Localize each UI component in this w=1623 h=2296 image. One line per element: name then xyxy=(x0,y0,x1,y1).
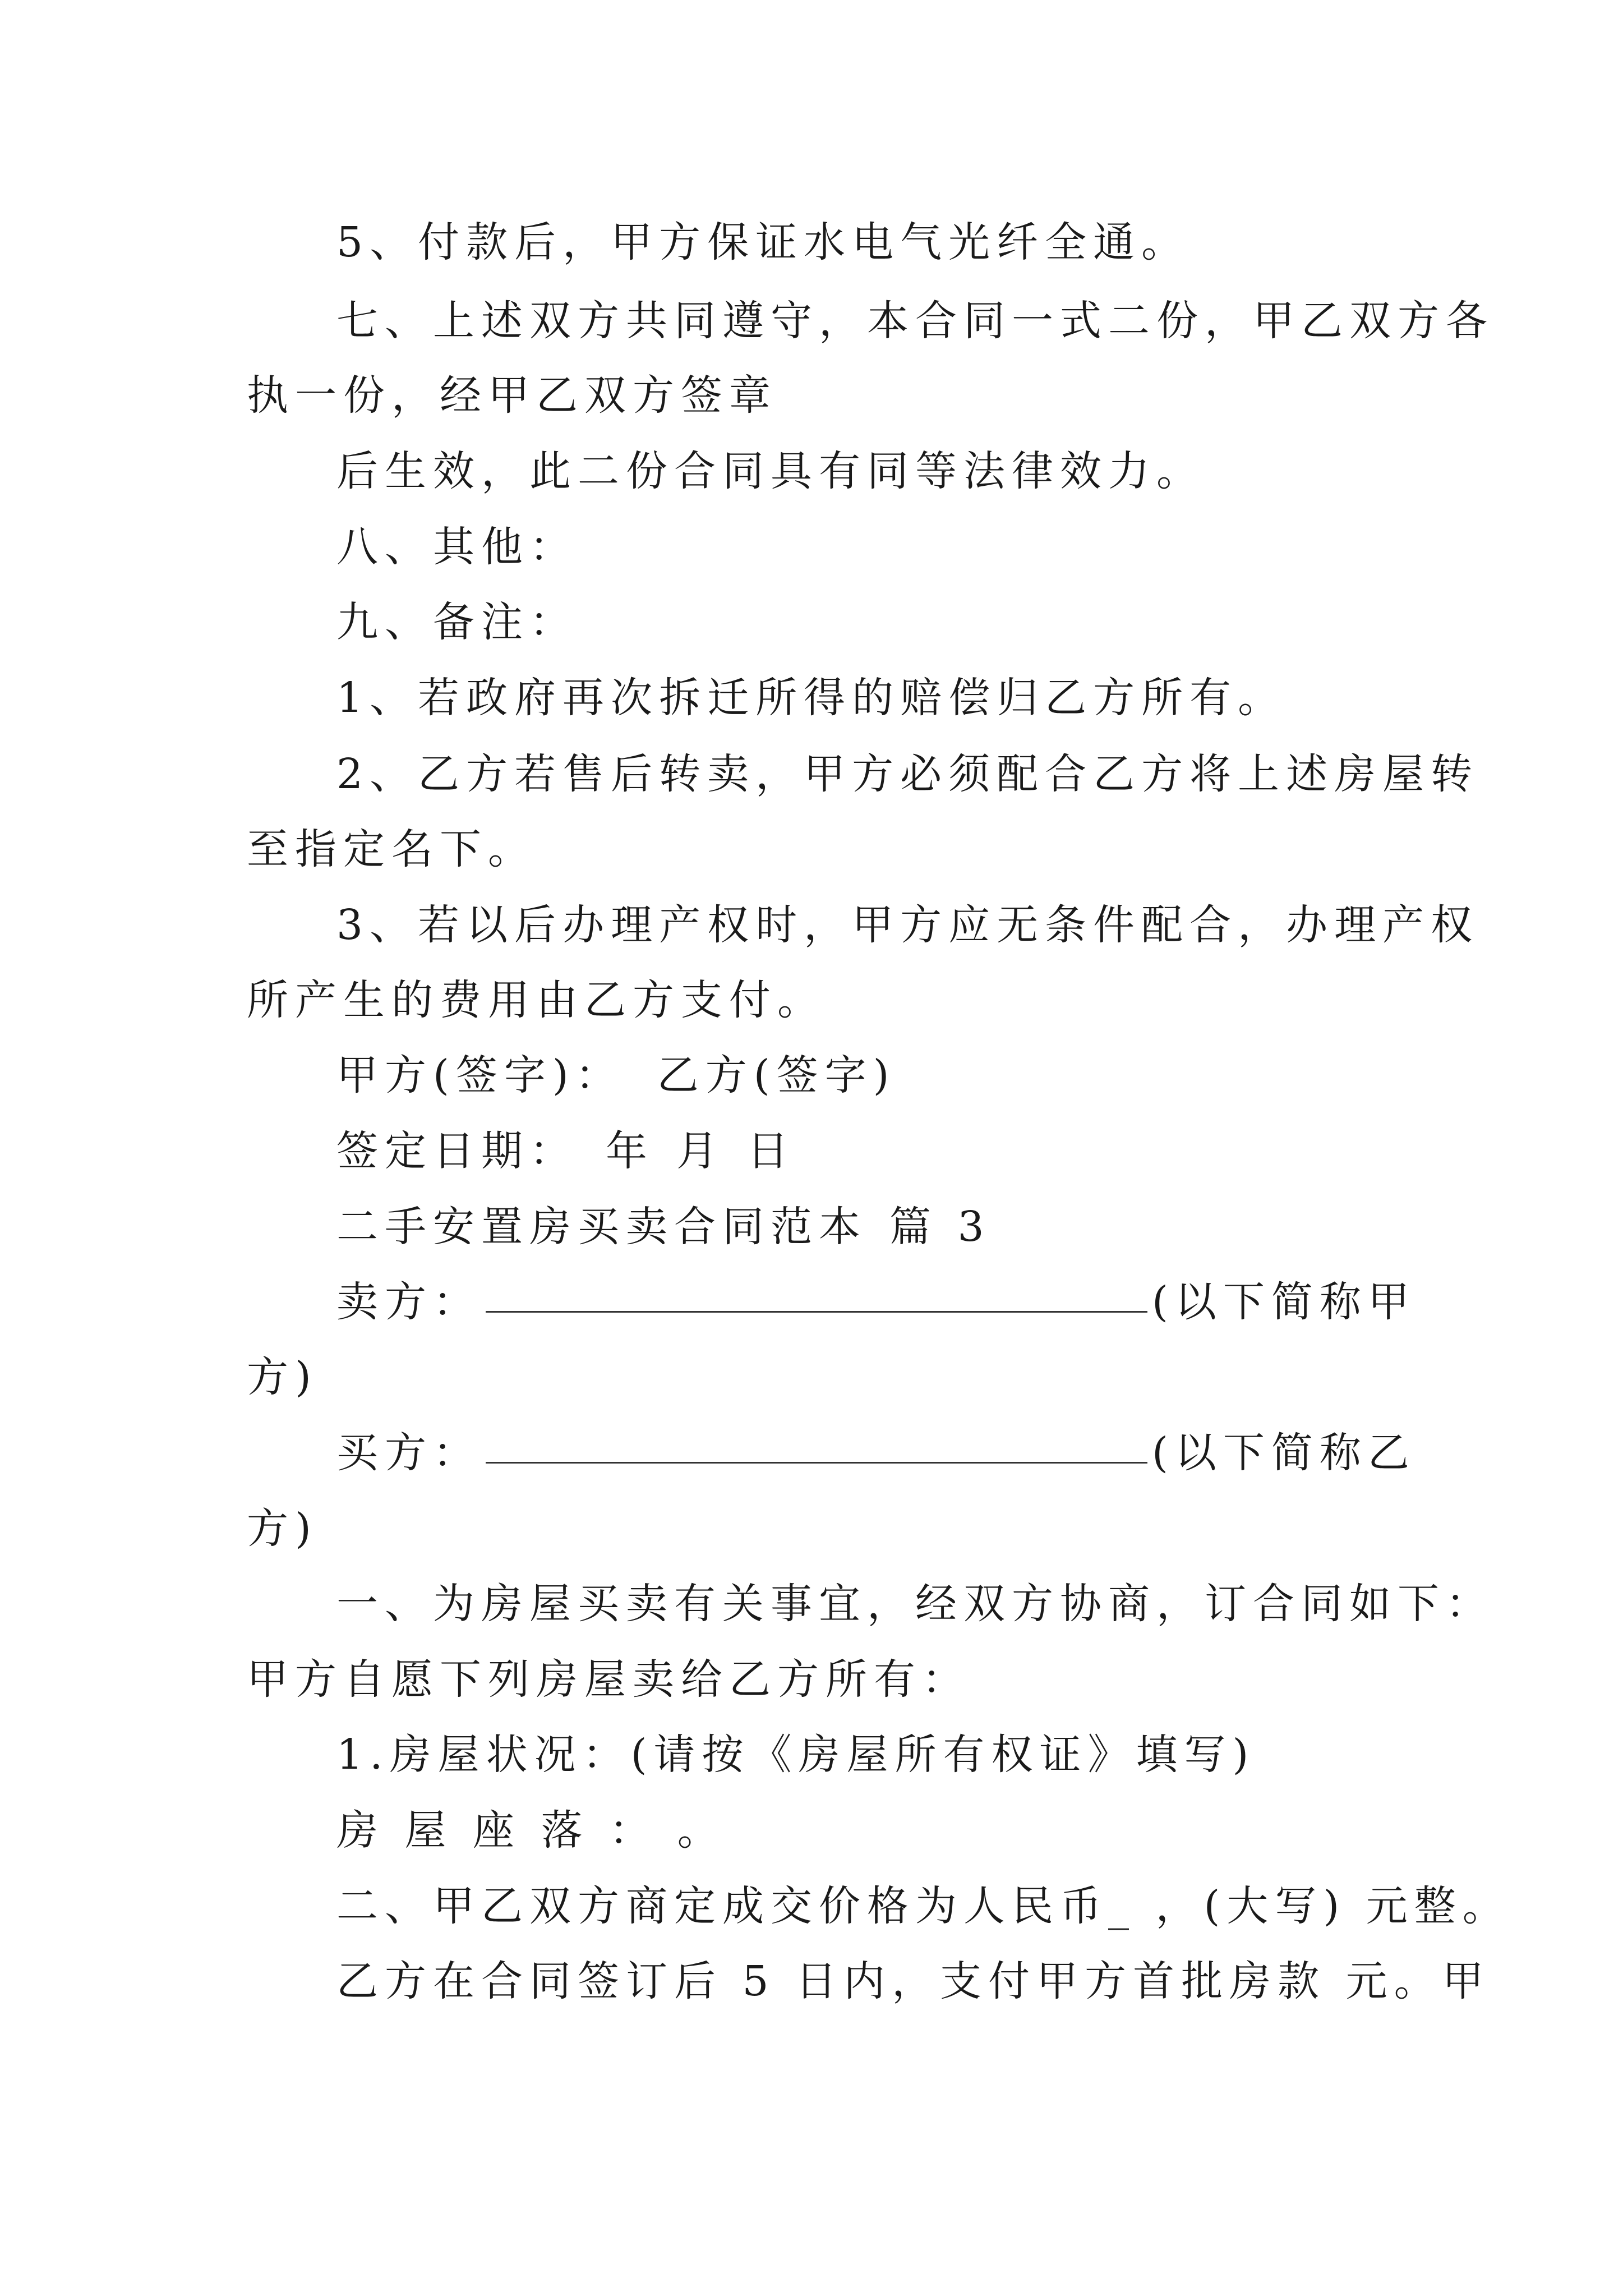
party-a-signature-label: 甲方(签字)： xyxy=(336,1051,624,1099)
remark-3-line-2: 所产生的费用由乙方支付。 xyxy=(247,976,826,1024)
buyer-alias-end: 方) xyxy=(247,1504,318,1553)
article-2-first-payment: 乙方在合同签订后 5 日内，支付甲方首批房款 元。甲 xyxy=(336,1957,1491,2005)
article-1-line-2: 甲方自愿下列房屋卖给乙方所有： xyxy=(247,1655,970,1704)
seller-alias-end: 方) xyxy=(247,1353,318,1401)
clause-7-line-3: 后生效，此二份合同具有同等法律效力。 xyxy=(336,447,1205,495)
buyer-label: 买方： xyxy=(336,1429,481,1477)
seller-line xyxy=(336,1278,1416,1326)
house-location: 房 屋 座 落 ： 。 xyxy=(336,1806,726,1855)
clause-5-payment: 5、付款后，甲方保证水电气光纤全通。 xyxy=(336,218,1190,266)
remark-2-line-1: 2、乙方若售后转卖，甲方必须配合乙方将上述房屋转 xyxy=(336,750,1479,798)
date-day: 日 xyxy=(747,1127,795,1175)
clause-9-remarks: 九、备注： xyxy=(336,598,578,646)
clause-8-other: 八、其他： xyxy=(336,523,578,571)
clause-7-line-1: 七、上述双方共同遵守，本合同一式二份，甲乙双方各 xyxy=(336,297,1494,345)
section-number: 篇 3 xyxy=(889,1203,991,1251)
remark-1: 1、若政府再次拆迁所得的赔偿归乙方所有。 xyxy=(336,674,1287,722)
section-heading xyxy=(336,1203,991,1251)
party-b-signature-label: 乙方(签字) xyxy=(657,1051,896,1099)
buyer-line xyxy=(336,1429,1416,1477)
buyer-alias-note: (以下简称乙 xyxy=(1152,1429,1416,1477)
clause-7-line-2: 执一份，经甲乙双方签章 xyxy=(247,371,777,420)
remark-2-line-2: 至指定名下。 xyxy=(247,825,536,873)
seller-alias-note: (以下简称甲 xyxy=(1152,1278,1416,1326)
article-2-price: 二、甲乙双方商定成交价格为人民币_ ，(大写) 元整。 xyxy=(336,1882,1511,1930)
article-1-line-1: 一、为房屋买卖有关事宜，经双方协商，订合同如下： xyxy=(336,1580,1494,1628)
buyer-blank xyxy=(486,1460,1147,1464)
seller-blank xyxy=(486,1309,1147,1313)
signature-line xyxy=(336,1051,896,1099)
date-month: 月 xyxy=(676,1127,725,1175)
seller-label: 卖方： xyxy=(336,1278,481,1326)
date-year: 年 xyxy=(606,1127,654,1175)
remark-3-line-1: 3、若以后办理产权时，甲方应无条件配合，办理产权 xyxy=(336,901,1479,949)
house-status: 1.房屋状况：(请按《房屋所有权证》填写) xyxy=(336,1731,1256,1779)
signing-date-line xyxy=(336,1127,795,1175)
signing-date-label: 签定日期： xyxy=(336,1127,578,1175)
contract-title: 二手安置房买卖合同范本 xyxy=(336,1203,867,1251)
